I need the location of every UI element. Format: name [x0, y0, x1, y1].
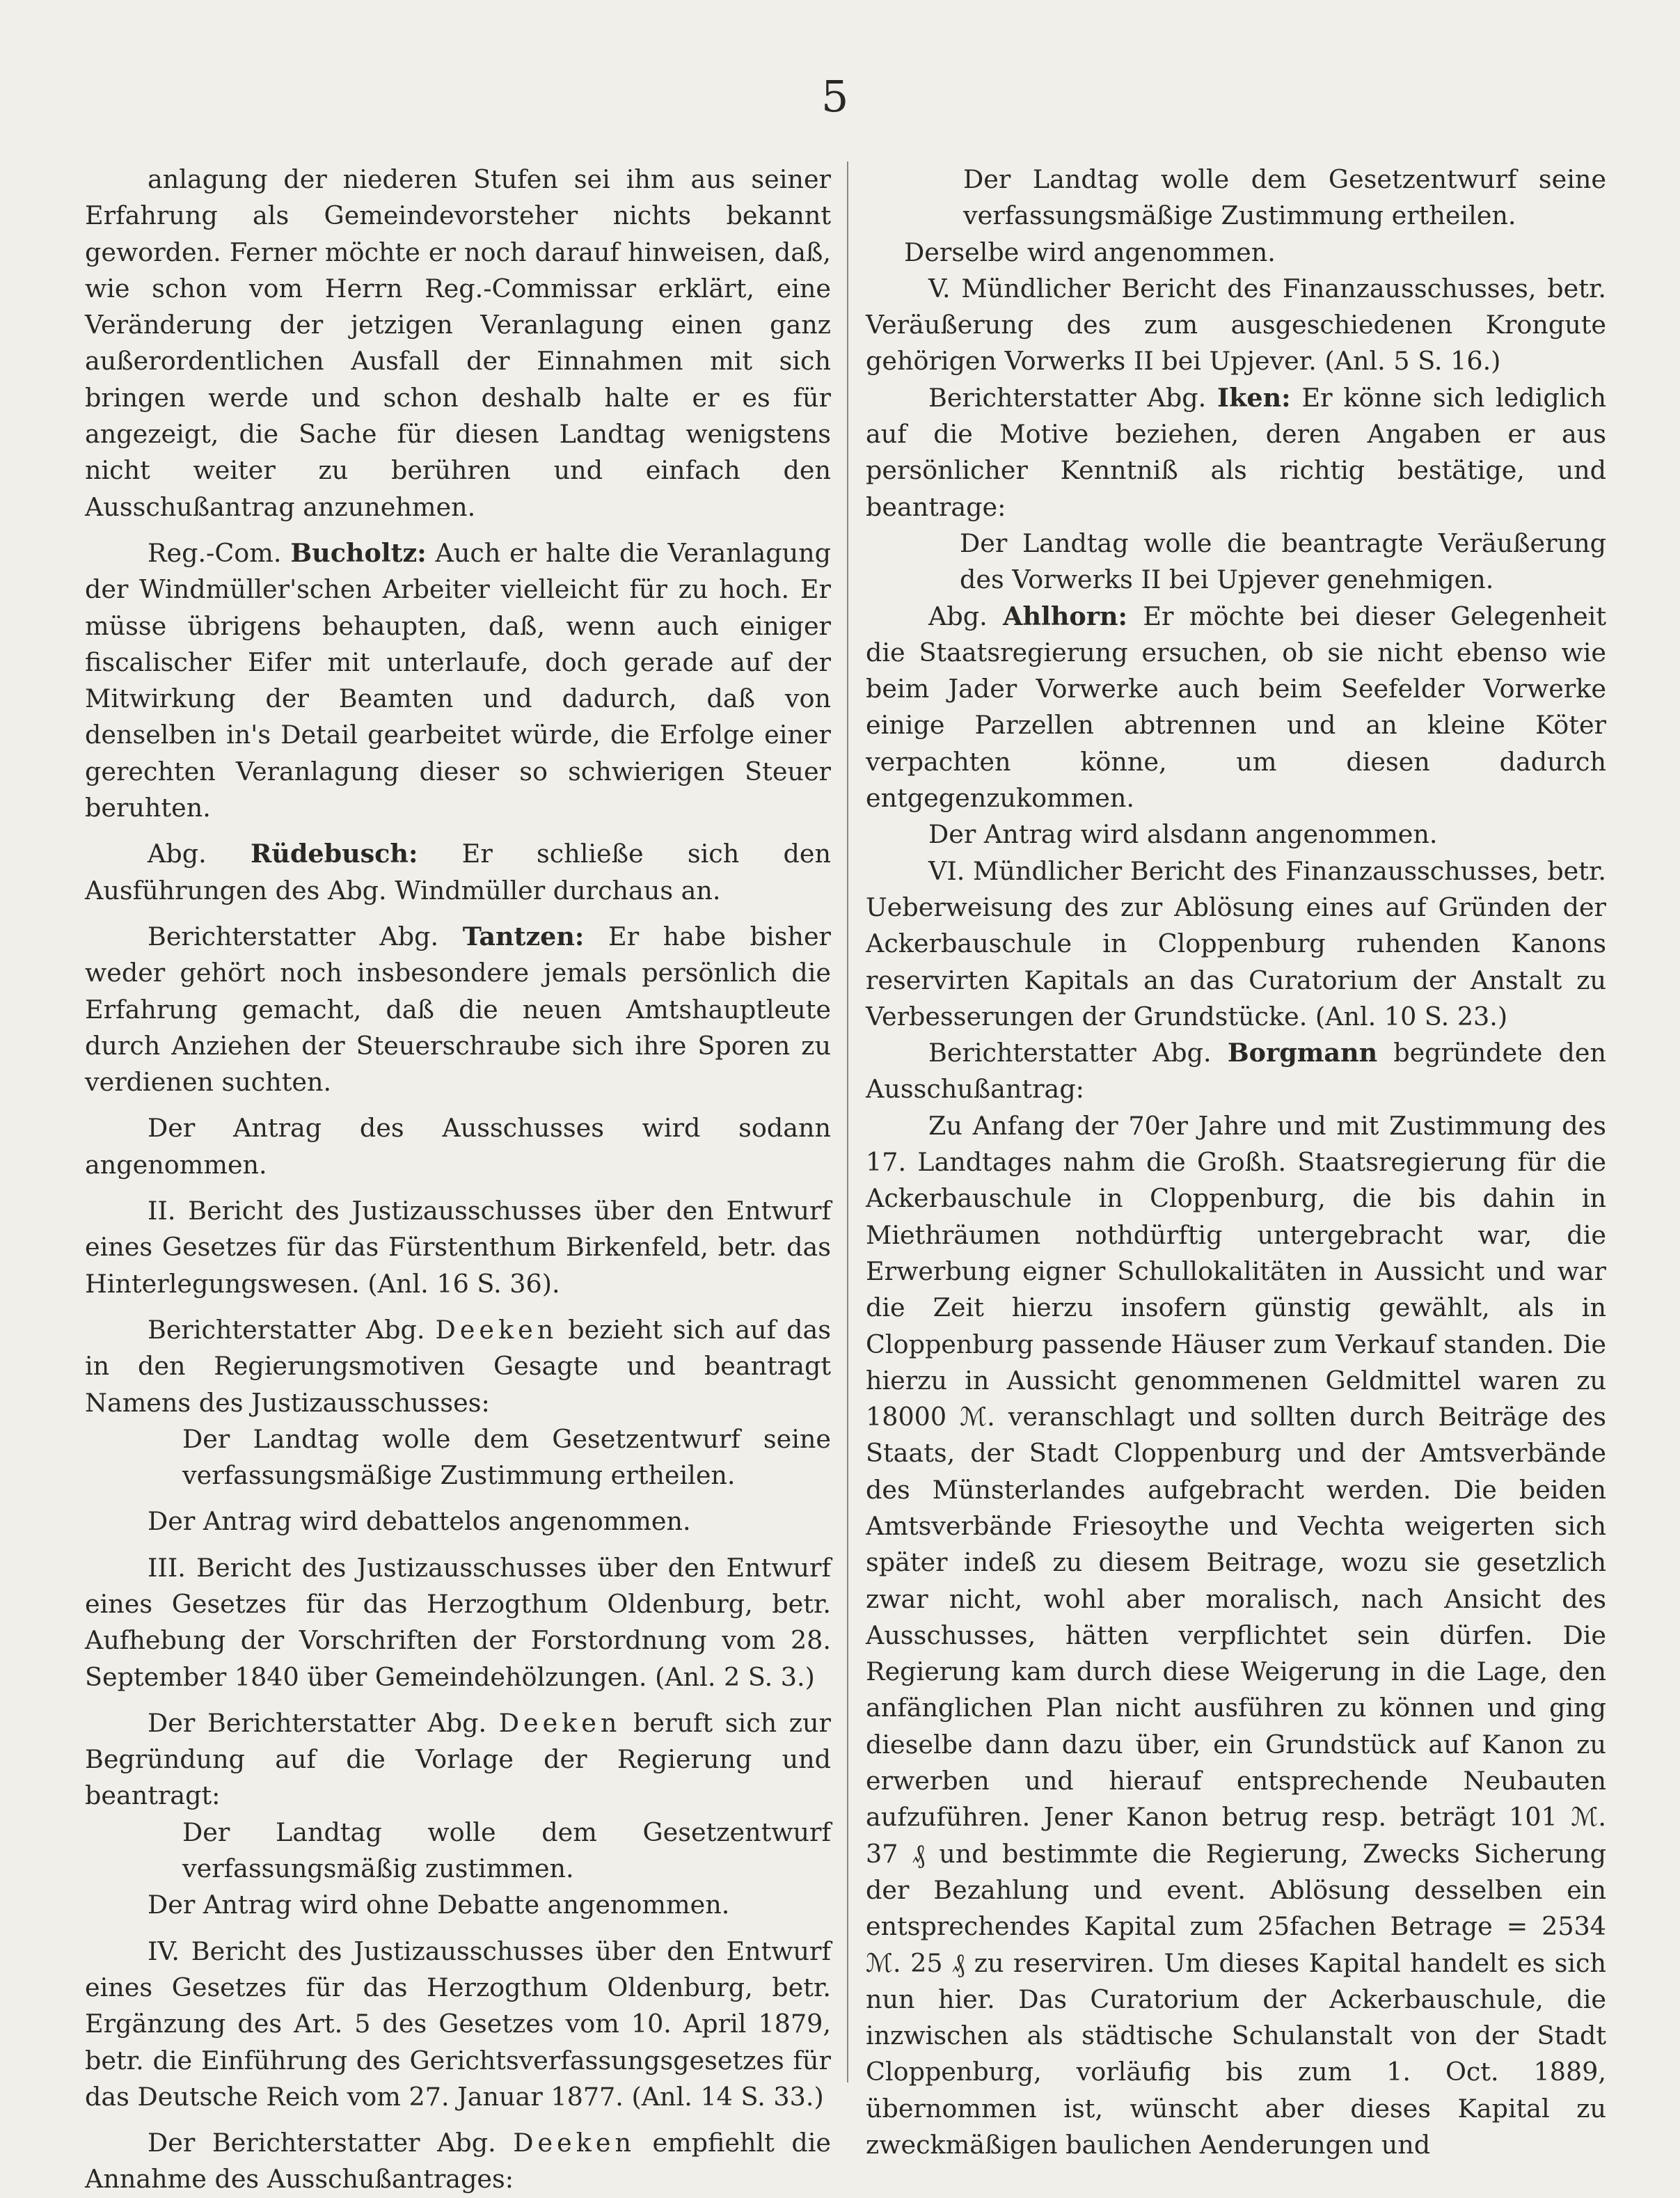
paragraph [866, 380, 1606, 525]
text-run: Der Antrag des Ausschusses wird sodann angenommen. [85, 1113, 831, 1180]
paragraph [85, 836, 831, 909]
paragraph [85, 161, 831, 525]
paragraph [866, 1035, 1606, 1108]
text-run: Der Landtag wolle dem Gesetzentwurf seine verfassungsmäßige Zustimmung ertheilen. [963, 164, 1606, 231]
text-run: VI. Mündlicher Bericht des Finanzausschusses, betr. Ueberweisung des zur Ablösung eines auf Gründen der Ackerbauschule in Cloppenburg ruhenden Kanons reservirten Kapitals an das Curatorium der Anstalt zu Verbesserungen der Grundstücke. (Anl. 10 S. 23.) [866, 855, 1606, 1031]
speaker-name: Borgmann [1227, 1038, 1378, 1068]
speaker-name: Tantzen: [462, 921, 585, 951]
paragraph [85, 1705, 831, 1814]
page-number: 5 [821, 71, 849, 122]
text-run: Zu Anfang der 70er Jahre und mit Zustimmung des 17. Landtages nahm die Großh. Staatsregierung für die Ackerbauschule in Cloppenburg, die bis dahin in Miethräumen nothdürftig untergebracht war, die Erwerbung eigner Schullokalitäten in Aussicht und war die Zeit hierzu insofern günstig gewählt, als in Cloppenburg passende Häuser zum Verkauf standen. Die hierzu in Aussicht genommenen Geldmittel waren zu 18000 ℳ. veranschlagt und sollten durch Beiträge des Staats, der Stadt Cloppenburg und der Amtsverbände des Münsterlandes aufgebracht werden. Die beiden Amtsverbände Friesoythe und Vechta weigerten sich später indeß zu diesem Beitrage, wozu sie gesetzlich zwar nicht, wohl aber moralisch, nach Ansicht des Ausschusses, hätten verpflichtet sein dürfen. Die Regierung kam durch diese Weigerung in die Lage, den anfänglichen Plan nicht ausführen zu können und ging dieselbe dann dazu über, ein Grundstück auf Kanon zu erwerben und hierauf entsprechende Neubauten aufzuführen. Jener Kanon betrug resp. beträgt 101 ℳ. 37 ₰ und bestimmte die Regierung, Zwecks Sicherung der Bezahlung und event. Ablösung desselben ein entsprechendes Kapital zum 25fachen Betrage = 2534 ℳ. 25 ₰ zu reserviren. Um dieses Kapital handelt es sich nun hier. Das Curatorium der Ackerbauschule, die inzwischen als städtische Schulanstalt von der Stadt Cloppenburg, vorläufig bis zum 1. Oct. 1889, übernommen ist, wünscht aber dieses Kapital zu zweckmäßigen baulichen Aenderungen und [866, 1110, 1606, 2160]
paragraph [85, 1312, 831, 1421]
text-run: III. Bericht des Justizausschusses über den Entwurf eines Gesetzes für das Herzogthum Oldenburg, betr. Aufhebung der Vorschriften der Forstordnung vom 28. September 1840 über Gemeindehölzungen. (Anl. 2 S. 3.) [85, 1552, 831, 1692]
paragraph [182, 1814, 831, 1888]
text-run: Er möchte bei dieser Gelegenheit die Staatsregierung ersuchen, ob sie nicht ebenso wie beim Jader Vorwerke auch beim Seefelder Vorwerke einige Parzellen abtrennen und an kleine Köter verpachten könne, um diesen dadurch entgegenzukommen. [866, 601, 1607, 814]
column-divider [847, 161, 848, 2082]
paragraph [866, 1108, 1606, 2164]
paragraph [866, 271, 1606, 380]
text-run: Der Landtag wolle die beantragte Veräußerung des Vorwerks II bei Upjever genehmigen. [960, 528, 1606, 595]
paragraph [85, 1193, 831, 1302]
text-run: Berichterstatter Abg. [148, 921, 463, 951]
text-run: Berichterstatter Abg. [148, 1314, 436, 1345]
text-run: Auch er halte die Veranlagung der Windmüller'schen Arbeiter vielleicht für zu hoch. Er müsse übrigens behaupten, daß, wenn auch einiger fiscalischer Eifer mit unterlaufe, doch gerade auf der Mitwirkung der Beamten und dadurch, daß von denselben in's Detail gearbeitet würde, die Erfolge einer gerechten Veranlagung dieser so schwierigen Steuer beruhten. [85, 537, 831, 823]
paragraph [182, 1421, 831, 1494]
paragraph [85, 1887, 831, 1923]
text-run: Abg. [148, 839, 251, 869]
text-run: Berichterstatter Abg. [928, 382, 1218, 413]
text-run: V. Mündlicher Bericht des Finanzausschusses, betr. Veräußerung des zum ausgeschiedenen Krongute gehörigen Vorwerks II bei Upjever. (Anl. 5 S. 16.) [866, 273, 1606, 377]
text-run: empfiehlt die Annahme des Ausschußantrages: [85, 2128, 831, 2195]
text-run: Der Antrag wird ohne Debatte angenommen. [148, 1890, 730, 1920]
paragraph [85, 919, 831, 1100]
paragraph [866, 853, 1606, 1035]
text-run: begründete den Ausschußantrag: [866, 1038, 1606, 1105]
paragraph [85, 1110, 831, 1183]
text-run: Er könne sich lediglich auf die Motive beziehen, deren Angaben er aus persönlicher Kenntniß als richtig bestätige, und beantrage: [866, 382, 1606, 522]
text-run: II. Bericht des Justizausschusses über den Entwurf eines Gesetzes für das Fürstenthum Birkenfeld, betr. das Hinterlegungswesen. (Anl. 16 S. 36). [85, 1196, 831, 1299]
spaced-name: Deeken [513, 2128, 635, 2158]
text-run: Er habe bisher weder gehört noch insbesondere jemals persönlich die Erfahrung gemacht, daß die neuen Amtshauptleute durch Anziehen der Steuerschraube sich ihre Sporen zu verdienen suchten. [85, 921, 831, 1098]
text-run: Derselbe wird angenommen. [904, 237, 1276, 267]
paragraph [866, 599, 1606, 817]
paragraph [904, 235, 1606, 271]
text-run: beruft sich zur Begründung auf die Vorlage der Regierung und beantragt: [85, 1707, 831, 1811]
spaced-name: Deeken [435, 1314, 558, 1345]
paragraph [85, 1503, 831, 1540]
text-run: Reg.-Com. [148, 537, 291, 568]
text-run: Der Landtag wolle dem Gesetzentwurf verfassungsmäßig zustimmen. [182, 1817, 831, 1884]
speaker-name: Bucholtz: [290, 537, 427, 568]
text-run: Berichterstatter Abg. [928, 1038, 1228, 1068]
speaker-name: Iken: [1217, 382, 1291, 413]
right-column [866, 161, 1606, 2163]
paragraph [85, 1934, 831, 2115]
text-run: Der Antrag wird debattelos angenommen. [148, 1506, 691, 1537]
text-run: Der Berichterstatter Abg. [148, 2128, 514, 2158]
text-run: Er schließe sich den Ausführungen des Abg. Windmüller durchaus an. [85, 839, 831, 906]
left-column [85, 161, 831, 2198]
speaker-name: Ahlhorn: [1003, 601, 1127, 631]
paragraph [960, 525, 1606, 599]
text-run: Abg. [928, 601, 1004, 631]
text-run: anlagung der niederen Stufen sei ihm aus seiner Erfahrung als Gemeindevorsteher nichts bekannt geworden. Ferner möchte er noch darauf hinweisen, daß, wie schon vom Herrn Reg.-Commissar erklärt, eine Veränderung der jetzigen Veranlagung einen ganz außerordentlichen Ausfall der Einnahmen mit sich bringen werde und schon deshalb halte er es für angezeigt, die Sache für diesen Landtag wenigstens nicht weiter zu berühren und einfach den Ausschußantrag anzunehmen. [85, 164, 831, 522]
text-run: Der Landtag wolle dem Gesetzentwurf seine verfassungsmäßige Zustimmung ertheilen. [182, 1423, 831, 1491]
paragraph [85, 2125, 831, 2198]
text-run: IV. Bericht des Justizausschusses über den Entwurf eines Gesetzes für das Herzogthum Oldenburg, betr. Ergänzung des Art. 5 des Gesetzes vom 10. April 1879, betr. die Einführung des Gerichtsverfassungsgesetzes für das Deutsche Reich vom 27. Januar 1877. (Anl. 14 S. 33.) [85, 1936, 831, 2112]
text-run: Der Antrag wird alsdann angenommen. [928, 819, 1438, 850]
text-run: bezieht sich auf das in den Regierungsmotiven Gesagte und beantragt Namens des Justizausschusses: [85, 1314, 831, 1418]
spaced-name: Deeken [498, 1707, 621, 1738]
text-run: Der Berichterstatter Abg. [148, 1707, 499, 1738]
paragraph [85, 535, 831, 826]
paragraph [866, 816, 1606, 853]
speaker-name: Rüdebusch: [250, 839, 418, 869]
paragraph [85, 1550, 831, 1695]
paragraph [963, 161, 1606, 235]
